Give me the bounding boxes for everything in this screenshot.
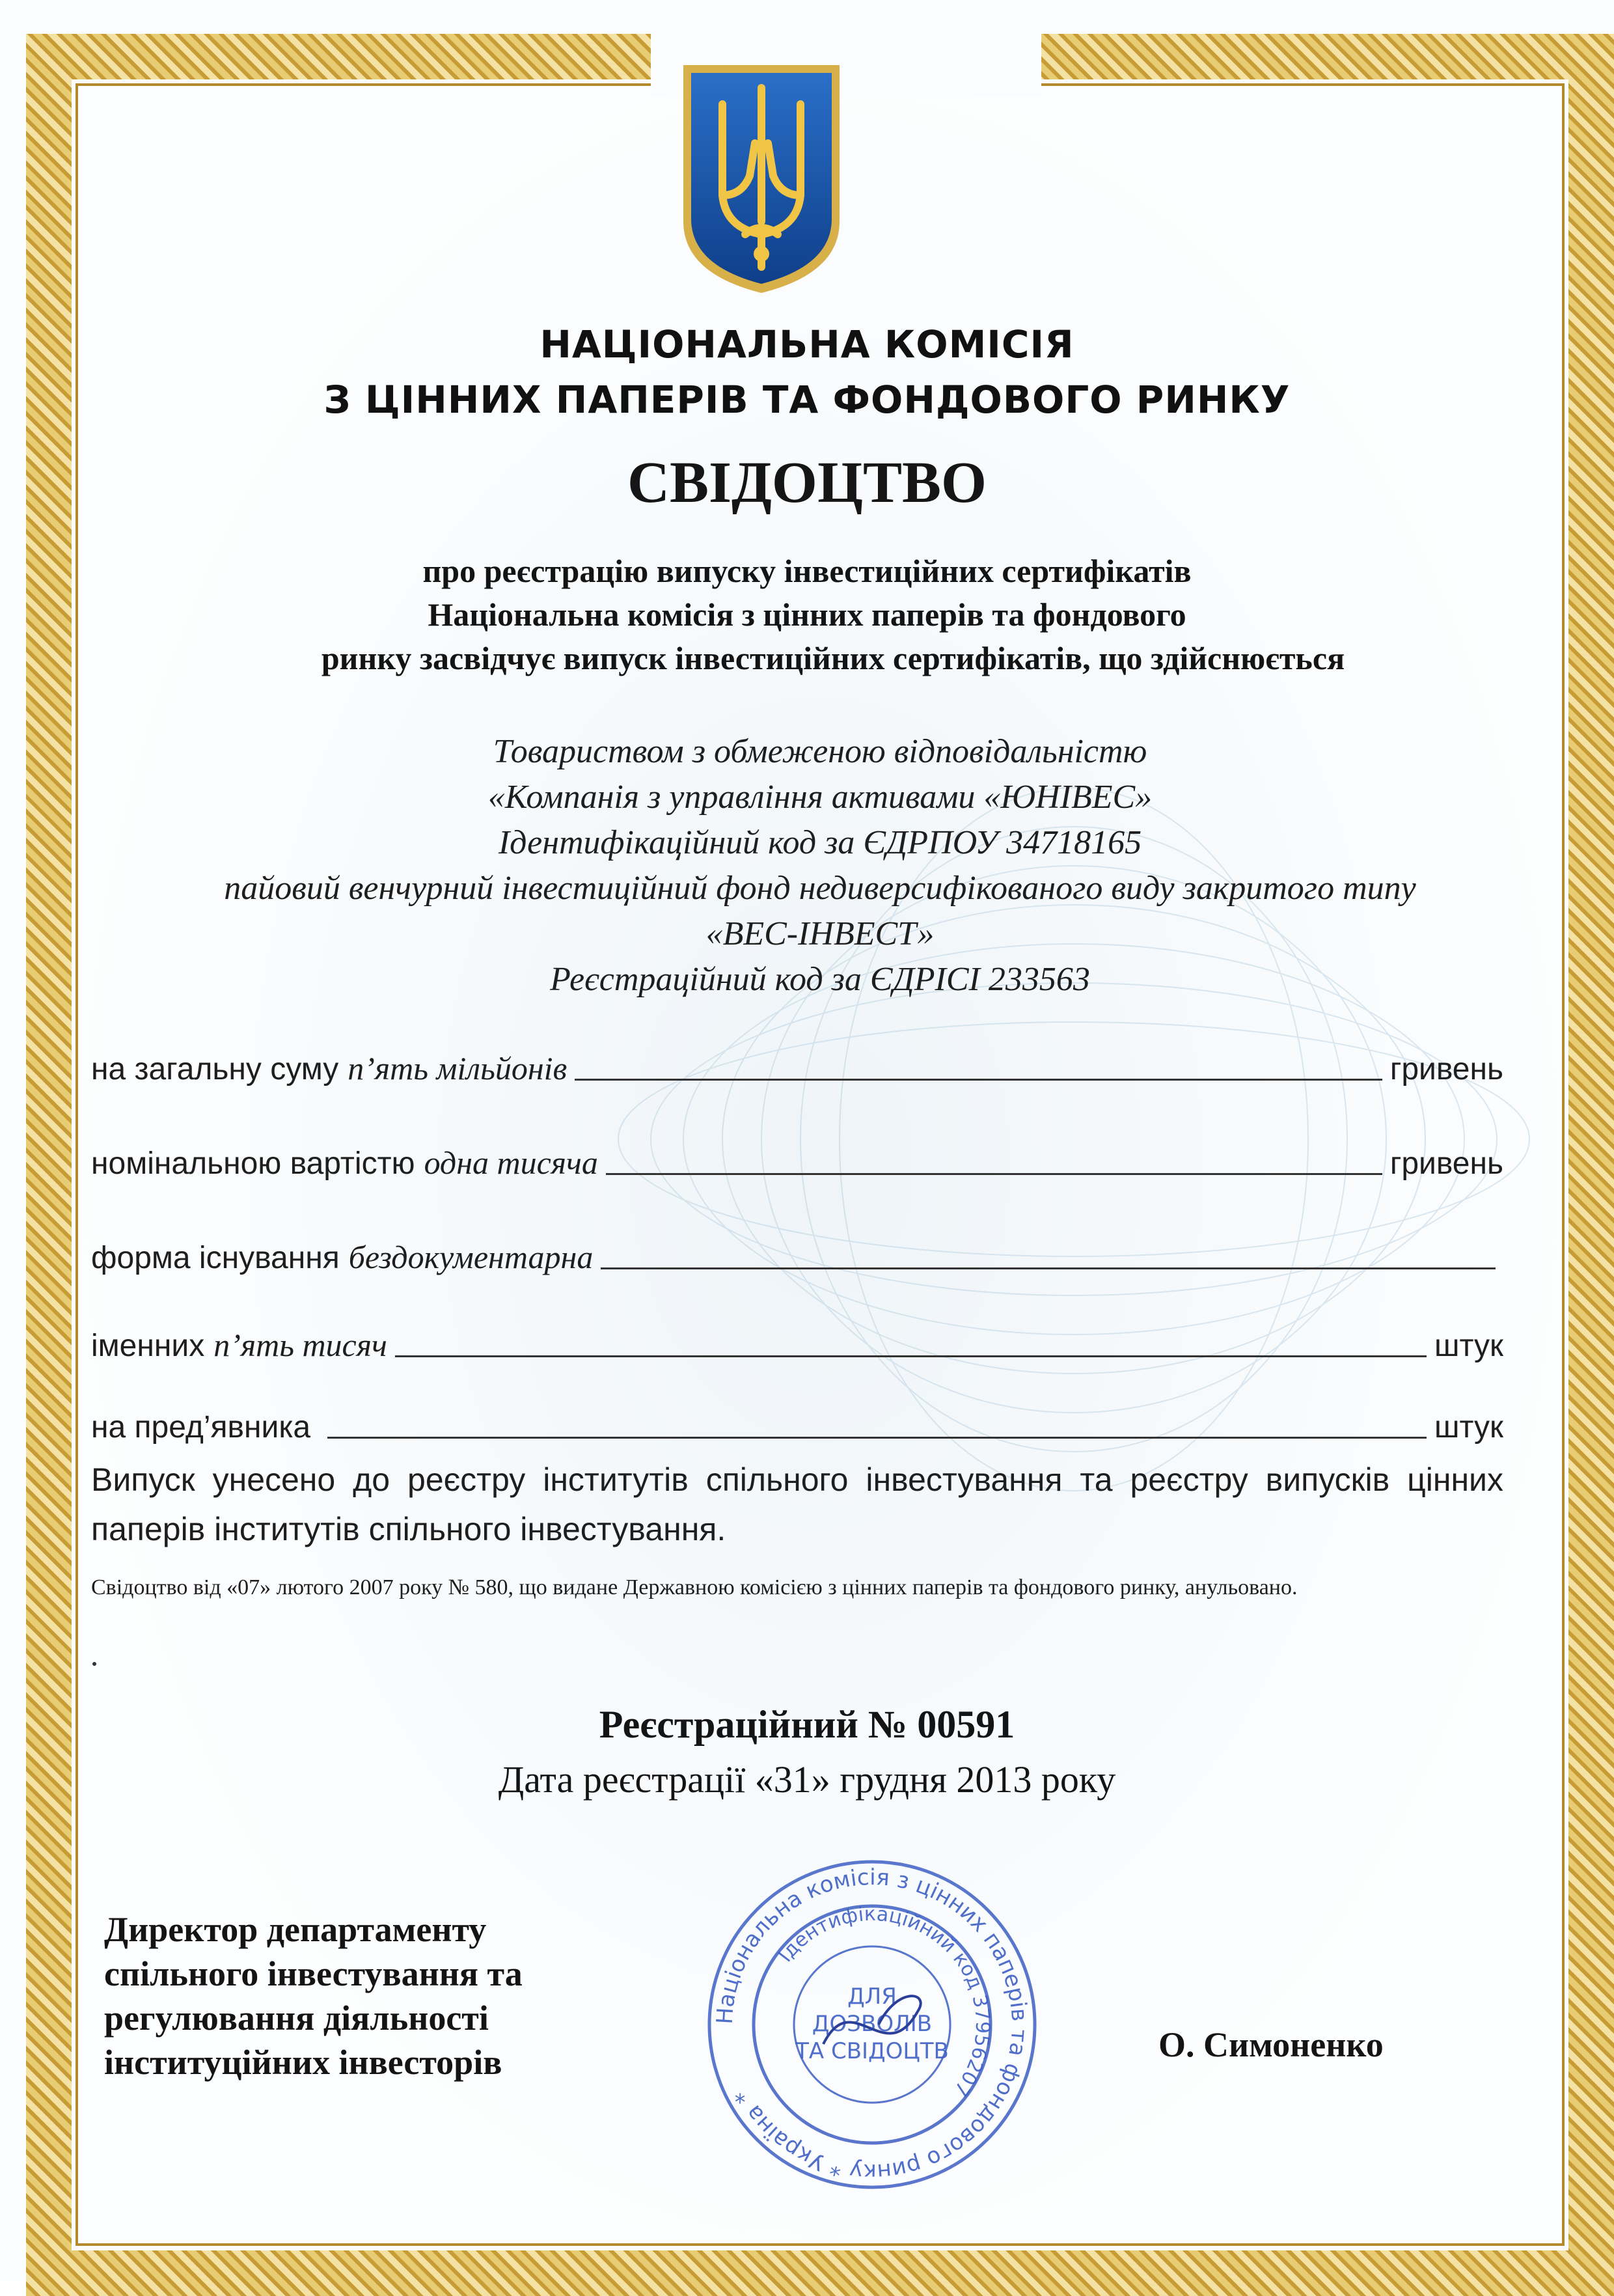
field-registered-count	[91, 1318, 1503, 1364]
field-value: п’ять мільйонів	[348, 1050, 568, 1086]
position-line1: Директор департаменту	[104, 1910, 487, 1949]
field-label: іменних	[91, 1329, 205, 1363]
fill-line	[606, 1173, 1382, 1175]
stamp-center-line1: ДЛЯ	[847, 1984, 897, 2010]
field-label: номінальною вартістю	[91, 1146, 415, 1181]
field-unit: гривень	[1389, 1146, 1503, 1181]
position-line4: інституційних інвесторів	[104, 2043, 502, 2082]
issuer-line4: пайовий венчурний інвестиційний фонд недиверсифікованого виду закритого типу	[224, 870, 1416, 907]
issuer-line1: Товариством з обмеженою відповідальністю	[493, 733, 1147, 770]
fill-line	[327, 1437, 1427, 1439]
commission-name-line2: З ЦІННИХ ПАПЕРІВ ТА ФОНДОВОГО РИНКУ	[323, 378, 1291, 422]
field-label: на пред’явника	[91, 1410, 311, 1445]
field-unit: гривень	[1389, 1052, 1503, 1086]
position-line3: регулювання діяльності	[104, 1999, 489, 2038]
field-value: п’ять тисяч	[213, 1327, 387, 1363]
annulment-note: Свідоцтво від «07» лютого 2007 року № 580, що видане Державною комісією з цінних паперів та фондового ринку, анульовано.	[91, 1575, 1298, 1599]
subtitle-line2: Національна комісія з цінних паперів та фондового	[428, 596, 1186, 633]
certificate-title: СВІДОЦТВО	[627, 450, 987, 515]
field-nominal-value	[91, 1136, 1503, 1182]
commission-name-line1: НАЦІОНАЛЬНА КОМІСІЯ	[540, 322, 1074, 367]
issuer-line6: Реєстраційний код за ЄДРІСІ 233563	[550, 961, 1090, 998]
registration-date: Дата реєстрації «31» грудня 2013 року	[498, 1758, 1116, 1801]
position-line2: спільного інвестування та	[104, 1954, 523, 1993]
field-value: бездокументарна	[348, 1239, 594, 1275]
fill-line	[601, 1267, 1496, 1269]
fill-line	[575, 1079, 1382, 1081]
trident-emblem-icon	[677, 59, 846, 299]
stamp-code-text: Ідентифікаційний код 37956207	[774, 1902, 994, 2101]
field-unit: штук	[1434, 1329, 1503, 1363]
official-stamp	[703, 1855, 1041, 2194]
subtitle-line3: ринку засвідчує випуск інвестиційних сертифікатів, що здійснюється	[321, 640, 1345, 676]
stamp-center-line2: ДОЗВОЛІВ	[812, 2011, 933, 2037]
field-value: одна тисяча	[424, 1144, 598, 1181]
signatory-name: О. Симоненко	[1158, 2025, 1384, 2064]
fill-line	[395, 1355, 1427, 1357]
signatory-position	[104, 1907, 690, 2084]
issuer-line5: «ВЕС-ІНВЕСТ»	[705, 915, 935, 952]
registry-statement: Випуск унесено до реєстру інститутів спільного інвестування та реєстру випусків цінних паперів інститутів спільного інвестування.	[91, 1461, 1503, 1547]
registration-number: Реєстраційний № 00591	[599, 1703, 1015, 1746]
field-label: форма існування	[91, 1241, 340, 1275]
field-bearer-count	[91, 1400, 1503, 1445]
issuer-line3: Ідентифікаційний код за ЄДРПОУ 34718165	[498, 824, 1142, 861]
subtitle-line1: про реєстрацію випуску інвестиційних сертифікатів	[422, 553, 1192, 589]
stray-dot	[92, 1662, 96, 1666]
stamp-ring-text: Національна комісія з цінних паперів та фондового ринку * Україна *	[711, 1864, 1033, 2185]
field-total-amount	[91, 1042, 1503, 1087]
field-label: на загальну суму	[91, 1052, 339, 1086]
issuer-line2: «Компанія з управління активами «ЮНІВЕС»	[487, 779, 1153, 816]
field-unit: штук	[1434, 1410, 1503, 1445]
field-form	[91, 1230, 1503, 1276]
stamp-center-line3: ТА СВІДОЦТВ	[795, 2038, 949, 2064]
